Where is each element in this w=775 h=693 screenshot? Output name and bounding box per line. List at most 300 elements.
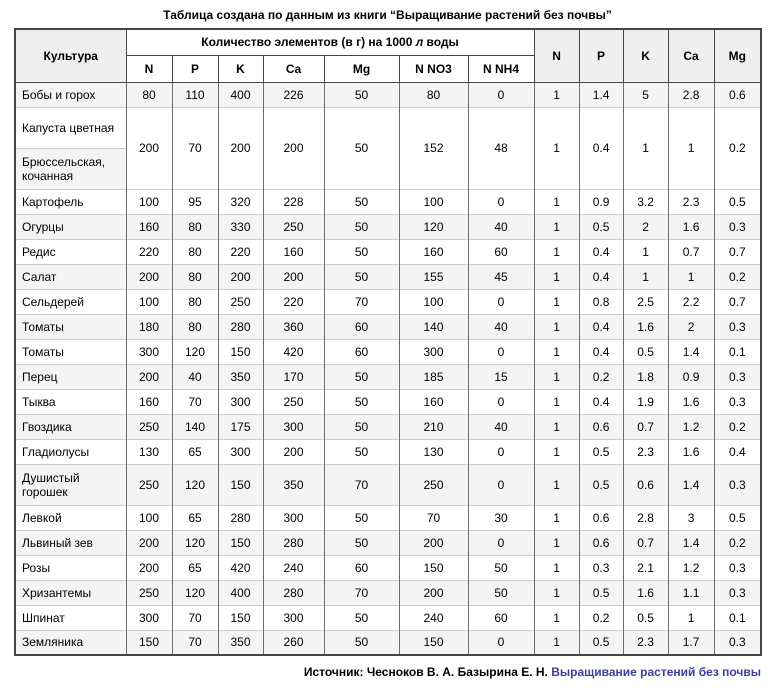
value-cell: 150 xyxy=(218,339,263,364)
value-cell: 0 xyxy=(468,464,534,505)
value-cell: 2.3 xyxy=(668,189,714,214)
value-cell: 0.3 xyxy=(714,630,761,655)
header-mg: Mg xyxy=(324,55,399,82)
value-cell: 0.5 xyxy=(623,605,668,630)
value-cell: 0.3 xyxy=(579,555,623,580)
value-cell: 1 xyxy=(534,82,579,107)
value-cell: 360 xyxy=(263,314,324,339)
value-cell: 1.2 xyxy=(668,414,714,439)
value-cell: 228 xyxy=(263,189,324,214)
value-cell: 150 xyxy=(126,630,172,655)
value-cell: 0.2 xyxy=(714,530,761,555)
value-cell: 65 xyxy=(172,439,218,464)
culture-cell: Розы xyxy=(15,555,126,580)
value-cell: 1.4 xyxy=(668,464,714,505)
value-cell: 60 xyxy=(324,314,399,339)
value-cell: 210 xyxy=(399,414,468,439)
value-cell: 40 xyxy=(468,314,534,339)
culture-cell: Огурцы xyxy=(15,214,126,239)
header-ratio-p: P xyxy=(579,29,623,82)
header-ratio-n: N xyxy=(534,29,579,82)
value-cell: 50 xyxy=(324,605,399,630)
value-cell: 300 xyxy=(263,414,324,439)
group-header-suffix: воды xyxy=(423,35,459,50)
value-cell: 0.4 xyxy=(579,314,623,339)
value-cell: 40 xyxy=(468,414,534,439)
value-cell: 250 xyxy=(126,414,172,439)
culture-cell: Капуста цветная xyxy=(15,107,126,148)
value-cell: 0.2 xyxy=(714,107,761,189)
table-row xyxy=(15,605,761,630)
value-cell: 1 xyxy=(534,414,579,439)
value-cell: 280 xyxy=(263,580,324,605)
value-cell: 0.5 xyxy=(714,189,761,214)
value-cell: 0.5 xyxy=(579,214,623,239)
table-row xyxy=(15,82,761,107)
table-row xyxy=(15,214,761,239)
source-label: Источник: Чесноков В. А. Базырина Е. Н. xyxy=(303,665,548,679)
table-row xyxy=(15,439,761,464)
culture-cell: Душистый горошек xyxy=(15,464,126,505)
value-cell: 70 xyxy=(399,505,468,530)
value-cell: 80 xyxy=(172,289,218,314)
value-cell: 0.6 xyxy=(579,414,623,439)
value-cell: 0.5 xyxy=(623,339,668,364)
value-cell: 200 xyxy=(126,107,172,189)
header-ratio-mg: Mg xyxy=(714,29,761,82)
value-cell: 3.2 xyxy=(623,189,668,214)
value-cell: 100 xyxy=(126,189,172,214)
value-cell: 50 xyxy=(324,630,399,655)
value-cell: 200 xyxy=(126,364,172,389)
table-row xyxy=(15,189,761,214)
value-cell: 300 xyxy=(263,505,324,530)
value-cell: 0.2 xyxy=(579,605,623,630)
value-cell: 2.2 xyxy=(668,289,714,314)
table-row xyxy=(15,464,761,505)
table-body xyxy=(15,82,761,655)
table-row xyxy=(15,264,761,289)
value-cell: 60 xyxy=(324,555,399,580)
value-cell: 1.4 xyxy=(579,82,623,107)
value-cell: 1 xyxy=(534,439,579,464)
value-cell: 0.7 xyxy=(714,289,761,314)
value-cell: 300 xyxy=(218,389,263,414)
value-cell: 250 xyxy=(126,464,172,505)
value-cell: 320 xyxy=(218,189,263,214)
value-cell: 0.3 xyxy=(714,555,761,580)
value-cell: 50 xyxy=(324,364,399,389)
table-row xyxy=(15,555,761,580)
value-cell: 0.3 xyxy=(714,389,761,414)
table-wrapper xyxy=(14,28,761,656)
value-cell: 0.1 xyxy=(714,339,761,364)
value-cell: 50 xyxy=(324,439,399,464)
value-cell: 1 xyxy=(534,464,579,505)
value-cell: 1.6 xyxy=(668,439,714,464)
value-cell: 80 xyxy=(172,239,218,264)
value-cell: 2.5 xyxy=(623,289,668,314)
value-cell: 1 xyxy=(534,239,579,264)
value-cell: 70 xyxy=(324,464,399,505)
value-cell: 0 xyxy=(468,189,534,214)
value-cell: 350 xyxy=(218,630,263,655)
value-cell: 95 xyxy=(172,189,218,214)
value-cell: 50 xyxy=(324,189,399,214)
value-cell: 140 xyxy=(172,414,218,439)
table-row xyxy=(15,580,761,605)
value-cell: 200 xyxy=(399,580,468,605)
value-cell: 0 xyxy=(468,289,534,314)
value-cell: 0.3 xyxy=(714,214,761,239)
nutrients-table xyxy=(14,28,762,656)
value-cell: 200 xyxy=(126,264,172,289)
value-cell: 180 xyxy=(126,314,172,339)
header-ratio-ca: Ca xyxy=(668,29,714,82)
value-cell: 1.8 xyxy=(623,364,668,389)
value-cell: 45 xyxy=(468,264,534,289)
value-cell: 400 xyxy=(218,82,263,107)
value-cell: 70 xyxy=(324,580,399,605)
value-cell: 2.1 xyxy=(623,555,668,580)
culture-cell: Картофель xyxy=(15,189,126,214)
value-cell: 250 xyxy=(263,389,324,414)
value-cell: 0.5 xyxy=(579,464,623,505)
value-cell: 65 xyxy=(172,505,218,530)
value-cell: 0.4 xyxy=(579,264,623,289)
value-cell: 150 xyxy=(399,555,468,580)
value-cell: 0.3 xyxy=(714,464,761,505)
value-cell: 50 xyxy=(324,389,399,414)
value-cell: 1 xyxy=(534,264,579,289)
value-cell: 1 xyxy=(534,289,579,314)
table-row xyxy=(15,289,761,314)
value-cell: 80 xyxy=(172,314,218,339)
value-cell: 50 xyxy=(324,214,399,239)
value-cell: 2.3 xyxy=(623,630,668,655)
value-cell: 70 xyxy=(324,289,399,314)
value-cell: 1 xyxy=(668,107,714,189)
value-cell: 300 xyxy=(126,339,172,364)
value-cell: 330 xyxy=(218,214,263,239)
value-cell: 160 xyxy=(263,239,324,264)
value-cell: 60 xyxy=(324,339,399,364)
header-ratio-k: K xyxy=(623,29,668,82)
value-cell: 250 xyxy=(126,580,172,605)
value-cell: 1 xyxy=(623,239,668,264)
table-row xyxy=(15,414,761,439)
value-cell: 250 xyxy=(263,214,324,239)
value-cell: 200 xyxy=(126,555,172,580)
value-cell: 300 xyxy=(399,339,468,364)
liters-unit: л xyxy=(415,35,424,50)
table-row xyxy=(15,339,761,364)
value-cell: 120 xyxy=(172,464,218,505)
value-cell: 200 xyxy=(218,264,263,289)
value-cell: 0.7 xyxy=(668,239,714,264)
table-row xyxy=(15,107,761,148)
value-cell: 0.2 xyxy=(579,364,623,389)
value-cell: 1 xyxy=(623,264,668,289)
value-cell: 160 xyxy=(126,389,172,414)
value-cell: 0.4 xyxy=(579,389,623,414)
value-cell: 1 xyxy=(668,605,714,630)
culture-cell: Гвоздика xyxy=(15,414,126,439)
value-cell: 1.9 xyxy=(623,389,668,414)
value-cell: 0 xyxy=(468,82,534,107)
value-cell: 220 xyxy=(263,289,324,314)
value-cell: 1 xyxy=(534,107,579,189)
culture-cell: Тыква xyxy=(15,389,126,414)
value-cell: 1.6 xyxy=(668,214,714,239)
value-cell: 0.3 xyxy=(714,580,761,605)
value-cell: 50 xyxy=(324,239,399,264)
value-cell: 200 xyxy=(263,107,324,189)
value-cell: 100 xyxy=(399,289,468,314)
culture-cell: Томаты xyxy=(15,314,126,339)
value-cell: 60 xyxy=(468,605,534,630)
value-cell: 50 xyxy=(324,505,399,530)
value-cell: 130 xyxy=(399,439,468,464)
table-row xyxy=(15,530,761,555)
table-row xyxy=(15,505,761,530)
culture-cell: Перец xyxy=(15,364,126,389)
value-cell: 70 xyxy=(172,107,218,189)
value-cell: 1 xyxy=(534,580,579,605)
value-cell: 250 xyxy=(399,464,468,505)
value-cell: 48 xyxy=(468,107,534,189)
value-cell: 80 xyxy=(172,264,218,289)
value-cell: 170 xyxy=(263,364,324,389)
value-cell: 300 xyxy=(263,605,324,630)
value-cell: 2 xyxy=(668,314,714,339)
value-cell: 140 xyxy=(399,314,468,339)
value-cell: 1 xyxy=(534,314,579,339)
value-cell: 0.7 xyxy=(623,530,668,555)
table-row xyxy=(15,630,761,655)
value-cell: 0.5 xyxy=(579,580,623,605)
value-cell: 80 xyxy=(126,82,172,107)
value-cell: 260 xyxy=(263,630,324,655)
value-cell: 2.3 xyxy=(623,439,668,464)
value-cell: 1 xyxy=(534,530,579,555)
header-n-nh4: N NH4 xyxy=(468,55,534,82)
value-cell: 0 xyxy=(468,630,534,655)
value-cell: 40 xyxy=(172,364,218,389)
value-cell: 0.6 xyxy=(714,82,761,107)
value-cell: 0 xyxy=(468,530,534,555)
value-cell: 0.4 xyxy=(579,339,623,364)
value-cell: 400 xyxy=(218,580,263,605)
value-cell: 220 xyxy=(218,239,263,264)
value-cell: 150 xyxy=(218,530,263,555)
value-cell: 1.4 xyxy=(668,339,714,364)
value-cell: 2.8 xyxy=(623,505,668,530)
value-cell: 200 xyxy=(218,107,263,189)
value-cell: 1 xyxy=(534,364,579,389)
value-cell: 0.6 xyxy=(623,464,668,505)
value-cell: 0.5 xyxy=(579,630,623,655)
header-culture: Культура xyxy=(15,29,126,82)
value-cell: 0.5 xyxy=(714,505,761,530)
header-p: P xyxy=(172,55,218,82)
table-row xyxy=(15,314,761,339)
value-cell: 65 xyxy=(172,555,218,580)
value-cell: 40 xyxy=(468,214,534,239)
value-cell: 1 xyxy=(534,189,579,214)
value-cell: 1 xyxy=(534,389,579,414)
header-elements-group xyxy=(126,29,534,55)
value-cell: 240 xyxy=(263,555,324,580)
value-cell: 70 xyxy=(172,605,218,630)
value-cell: 80 xyxy=(399,82,468,107)
value-cell: 100 xyxy=(126,289,172,314)
value-cell: 130 xyxy=(126,439,172,464)
value-cell: 175 xyxy=(218,414,263,439)
value-cell: 1 xyxy=(534,339,579,364)
value-cell: 3 xyxy=(668,505,714,530)
value-cell: 0.4 xyxy=(579,107,623,189)
value-cell: 1 xyxy=(668,264,714,289)
value-cell: 0 xyxy=(468,389,534,414)
value-cell: 152 xyxy=(399,107,468,189)
value-cell: 0.4 xyxy=(579,239,623,264)
value-cell: 1.2 xyxy=(668,555,714,580)
value-cell: 0.9 xyxy=(579,189,623,214)
value-cell: 50 xyxy=(468,555,534,580)
value-cell: 200 xyxy=(263,264,324,289)
value-cell: 0.8 xyxy=(579,289,623,314)
value-cell: 70 xyxy=(172,630,218,655)
source-link[interactable]: Выращивание растений без почвы xyxy=(551,665,761,679)
value-cell: 50 xyxy=(324,82,399,107)
value-cell: 220 xyxy=(126,239,172,264)
value-cell: 70 xyxy=(172,389,218,414)
culture-cell: Гладиолусы xyxy=(15,439,126,464)
value-cell: 30 xyxy=(468,505,534,530)
value-cell: 280 xyxy=(218,505,263,530)
value-cell: 160 xyxy=(399,239,468,264)
value-cell: 1.6 xyxy=(623,580,668,605)
value-cell: 120 xyxy=(172,530,218,555)
header-k: K xyxy=(218,55,263,82)
value-cell: 1 xyxy=(534,630,579,655)
value-cell: 0.7 xyxy=(623,414,668,439)
value-cell: 50 xyxy=(324,414,399,439)
value-cell: 1.7 xyxy=(668,630,714,655)
table-row xyxy=(15,364,761,389)
value-cell: 0.1 xyxy=(714,605,761,630)
culture-cell: Земляника xyxy=(15,630,126,655)
value-cell: 50 xyxy=(324,107,399,189)
value-cell: 0.6 xyxy=(579,505,623,530)
value-cell: 50 xyxy=(324,264,399,289)
value-cell: 120 xyxy=(172,339,218,364)
value-cell: 1 xyxy=(534,605,579,630)
value-cell: 80 xyxy=(172,214,218,239)
value-cell: 0.3 xyxy=(714,314,761,339)
value-cell: 350 xyxy=(218,364,263,389)
value-cell: 240 xyxy=(399,605,468,630)
value-cell: 0.2 xyxy=(714,264,761,289)
value-cell: 150 xyxy=(218,605,263,630)
value-cell: 300 xyxy=(218,439,263,464)
value-cell: 50 xyxy=(324,530,399,555)
page-title: Таблица создана по данным из книги “Выращивание растений без почвы” xyxy=(163,8,612,22)
value-cell: 1.1 xyxy=(668,580,714,605)
culture-cell: Брюссельская, кочанная xyxy=(15,148,126,189)
value-cell: 110 xyxy=(172,82,218,107)
value-cell: 300 xyxy=(126,605,172,630)
value-cell: 0 xyxy=(468,439,534,464)
value-cell: 1 xyxy=(534,214,579,239)
culture-cell: Салат xyxy=(15,264,126,289)
value-cell: 226 xyxy=(263,82,324,107)
value-cell: 420 xyxy=(218,555,263,580)
value-cell: 160 xyxy=(126,214,172,239)
table-row xyxy=(15,389,761,414)
value-cell: 1.4 xyxy=(668,530,714,555)
value-cell: 15 xyxy=(468,364,534,389)
header-n: N xyxy=(126,55,172,82)
value-cell: 280 xyxy=(263,530,324,555)
value-cell: 1 xyxy=(534,505,579,530)
value-cell: 200 xyxy=(263,439,324,464)
value-cell: 280 xyxy=(218,314,263,339)
value-cell: 0.7 xyxy=(714,239,761,264)
value-cell: 60 xyxy=(468,239,534,264)
value-cell: 120 xyxy=(172,580,218,605)
value-cell: 0.6 xyxy=(579,530,623,555)
value-cell: 1.6 xyxy=(623,314,668,339)
value-cell: 200 xyxy=(399,530,468,555)
value-cell: 250 xyxy=(218,289,263,314)
value-cell: 50 xyxy=(468,580,534,605)
value-cell: 185 xyxy=(399,364,468,389)
culture-cell: Шпинат xyxy=(15,605,126,630)
culture-cell: Сельдерей xyxy=(15,289,126,314)
culture-cell: Томаты xyxy=(15,339,126,364)
value-cell: 2 xyxy=(623,214,668,239)
value-cell: 1 xyxy=(534,555,579,580)
value-cell: 350 xyxy=(263,464,324,505)
culture-cell: Хризантемы xyxy=(15,580,126,605)
value-cell: 155 xyxy=(399,264,468,289)
value-cell: 150 xyxy=(399,630,468,655)
value-cell: 100 xyxy=(399,189,468,214)
culture-cell: Львиный зев xyxy=(15,530,126,555)
value-cell: 0.5 xyxy=(579,439,623,464)
value-cell: 420 xyxy=(263,339,324,364)
header-row-group xyxy=(15,29,761,55)
value-cell: 100 xyxy=(126,505,172,530)
group-header-text: Количество элементов (в г) на 1000 xyxy=(201,35,416,50)
value-cell: 5 xyxy=(623,82,668,107)
value-cell: 160 xyxy=(399,389,468,414)
value-cell: 150 xyxy=(218,464,263,505)
header-ca: Ca xyxy=(263,55,324,82)
value-cell: 0.3 xyxy=(714,364,761,389)
culture-cell: Редис xyxy=(15,239,126,264)
culture-cell: Бобы и горох xyxy=(15,82,126,107)
value-cell: 0.9 xyxy=(668,364,714,389)
value-cell: 0.2 xyxy=(714,414,761,439)
value-cell: 200 xyxy=(126,530,172,555)
value-cell: 1 xyxy=(623,107,668,189)
header-n-no3: N NO3 xyxy=(399,55,468,82)
source-line xyxy=(14,665,761,679)
value-cell: 2.8 xyxy=(668,82,714,107)
